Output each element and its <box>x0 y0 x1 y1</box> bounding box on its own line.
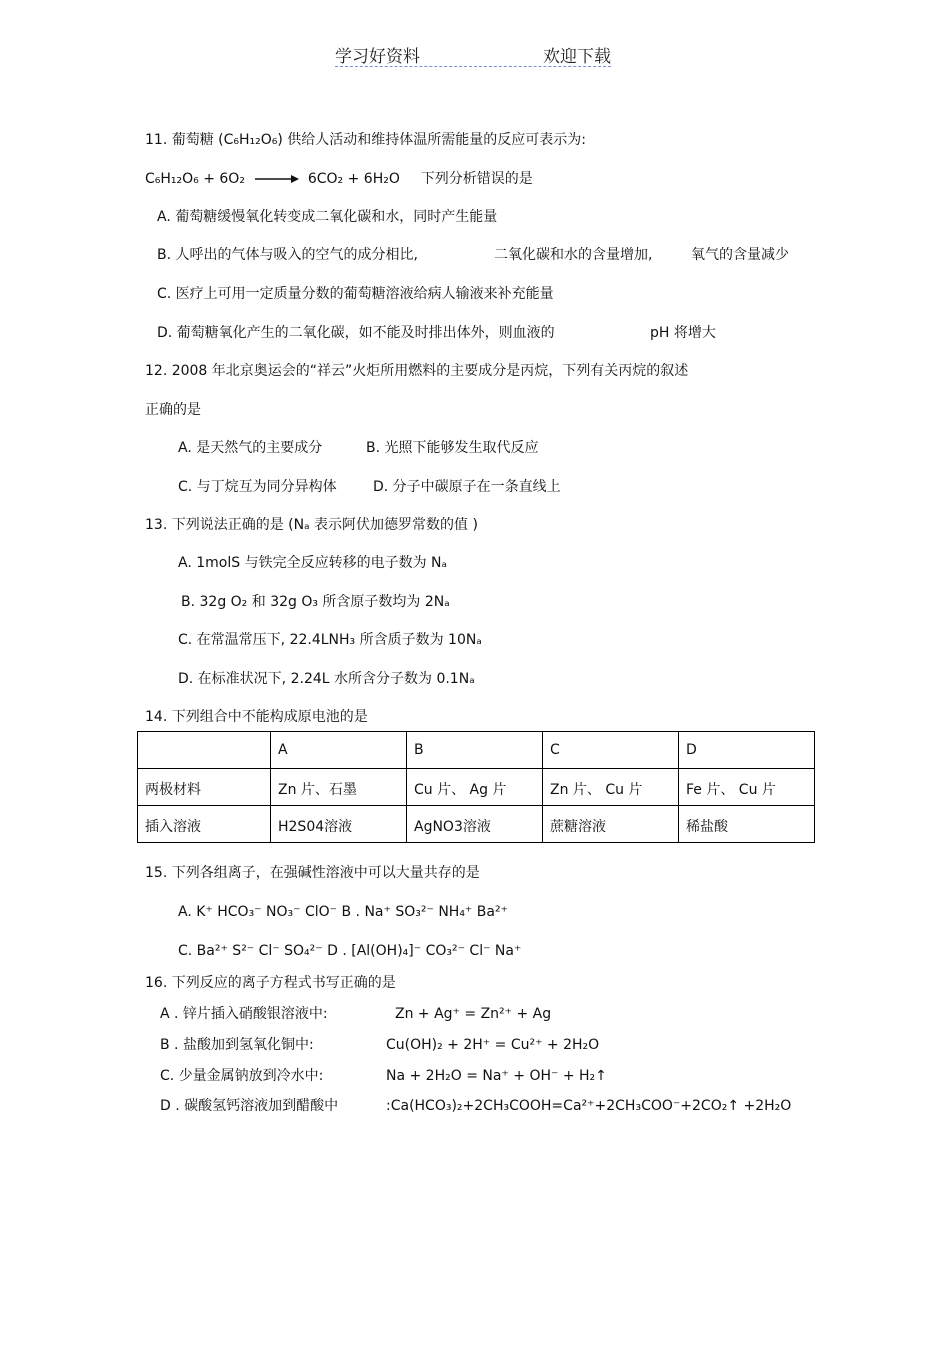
q11-option-d <box>157 324 716 342</box>
table-cell: 稀盐酸 <box>679 806 815 843</box>
q11-equation-left: C₆H₁₂O₆ + 6O₂ <box>145 171 245 187</box>
q15-options-ab: A. K⁺ HCO₃⁻ NO₃⁻ ClO⁻ B . Na⁺ SO₃²⁻ NH₄⁺ Ba²⁺ <box>178 904 508 920</box>
q14-table <box>137 731 815 843</box>
table-header-row <box>138 732 815 769</box>
q11-option-c: C. 医疗上可用一定质量分数的葡萄糖溶液给病人输液来补充能量 <box>157 286 554 302</box>
q11-option-b <box>157 246 789 264</box>
reaction-arrow-icon <box>253 173 299 185</box>
q15-options-cd: C. Ba²⁺ S²⁻ Cl⁻ SO₄²⁻ D . [Al(OH)₄]⁻ CO₃²⁻ Cl⁻ Na⁺ <box>178 943 522 959</box>
q16-option-a-equation: Zn + Ag⁺ = Zn²⁺ + Ag <box>395 1006 552 1022</box>
table-cell: AgNO3溶液 <box>407 806 543 843</box>
page-header <box>335 42 611 67</box>
q13-option-c: C. 在常温常压下, 22.4LNH₃ 所含质子数为 10Nₐ <box>178 632 482 648</box>
table-header-cell: B <box>407 732 543 769</box>
table-cell: Zn 片、 Cu 片 <box>543 769 679 806</box>
q16-option-d-label: D . 碳酸氢钙溶液加到醋酸中 <box>160 1098 339 1114</box>
table-cell: Fe 片、 Cu 片 <box>679 769 815 806</box>
table-cell: Zn 片、石墨 <box>271 769 407 806</box>
table-header-cell: C <box>543 732 679 769</box>
q11-option-d-part1: D. 葡萄糖氧化产生的二氧化碳，如不能及时排出体外，则血液的 <box>157 325 555 341</box>
q14-stem: 14. 下列组合中不能构成原电池的是 <box>145 709 368 725</box>
q12-stem: 12. 2008 年北京奥运会的“祥云”火炬所用燃料的主要成分是丙烷，下列有关丙烷的叙述 <box>145 363 689 379</box>
table-cell: Cu 片、 Ag 片 <box>407 769 543 806</box>
table-cell: 两极材料 <box>138 769 271 806</box>
q16-stem: 16. 下列反应的离子方程式书写正确的是 <box>145 975 396 991</box>
q12-option-b: B. 光照下能够发生取代反应 <box>366 440 539 456</box>
q13-stem: 13. 下列说法正确的是 (Nₐ 表示阿伏加德罗常数的值 ) <box>145 517 478 533</box>
header-right-text: 欢迎下载 <box>543 47 611 67</box>
q11-option-b-part1: B. 人呼出的气体与吸入的空气的成分相比, <box>157 247 418 263</box>
q11-equation <box>145 170 533 188</box>
q15-stem: 15. 下列各组离子，在强碱性溶液中可以大量共存的是 <box>145 865 480 881</box>
q11-equation-tail: 下列分析错误的是 <box>420 171 533 187</box>
q11-equation-right: 6CO₂ + 6H₂O <box>307 171 400 187</box>
q13-option-d: D. 在标准状况下, 2.24L 水所含分子数为 0.1Nₐ <box>178 671 475 687</box>
q12-stem-continued: 正确的是 <box>145 402 201 418</box>
table-header-cell: D <box>679 732 815 769</box>
q11-option-b-part2: 二氧化碳和水的含量增加, <box>494 247 653 263</box>
q16-option-b-equation: Cu(OH)₂ + 2H⁺ = Cu²⁺ + 2H₂O <box>386 1037 600 1053</box>
q11-option-b-part3: 氧气的含量减少 <box>691 247 789 263</box>
q16-option-c-equation: Na + 2H₂O = Na⁺ + OH⁻ + H₂↑ <box>386 1068 607 1084</box>
q16-option-d-equation: :Ca(HCO₃)₂+2CH₃COOH=Ca²⁺+2CH₃COO⁻+2CO₂↑ +2H₂O <box>386 1098 792 1114</box>
table-header-cell <box>138 732 271 769</box>
table-row <box>138 769 815 806</box>
q12-option-a: A. 是天然气的主要成分 <box>178 440 323 456</box>
header-left-text: 学习好资料 <box>335 47 420 67</box>
table-cell: 插入溶液 <box>138 806 271 843</box>
q11-stem: 11. 葡萄糖 (C₆H₁₂O₆) 供给人活动和维持体温所需能量的反应可表示为: <box>145 132 587 148</box>
q12-option-c: C. 与丁烷互为同分异构体 <box>178 479 337 495</box>
table-row <box>138 806 815 843</box>
table-cell: 蔗糖溶液 <box>543 806 679 843</box>
q11-option-a: A. 葡萄糖缓慢氧化转变成二氧化碳和水，同时产生能量 <box>157 209 498 225</box>
q13-option-a: A. 1molS 与铁完全反应转移的电子数为 Nₐ <box>178 555 447 571</box>
q16-option-c-label: C. 少量金属钠放到冷水中: <box>160 1068 324 1084</box>
table-header-cell: A <box>271 732 407 769</box>
q11-option-d-part2: pH 将增大 <box>650 325 716 341</box>
q16-option-b-label: B . 盐酸加到氢氧化铜中: <box>160 1037 314 1053</box>
q16-option-a-label: A . 锌片插入硝酸银溶液中: <box>160 1006 328 1022</box>
q13-option-b: B. 32g O₂ 和 32g O₃ 所含原子数均为 2Nₐ <box>181 594 450 610</box>
q12-option-d: D. 分子中碳原子在一条直线上 <box>373 479 561 495</box>
table-cell: H2S04溶液 <box>271 806 407 843</box>
